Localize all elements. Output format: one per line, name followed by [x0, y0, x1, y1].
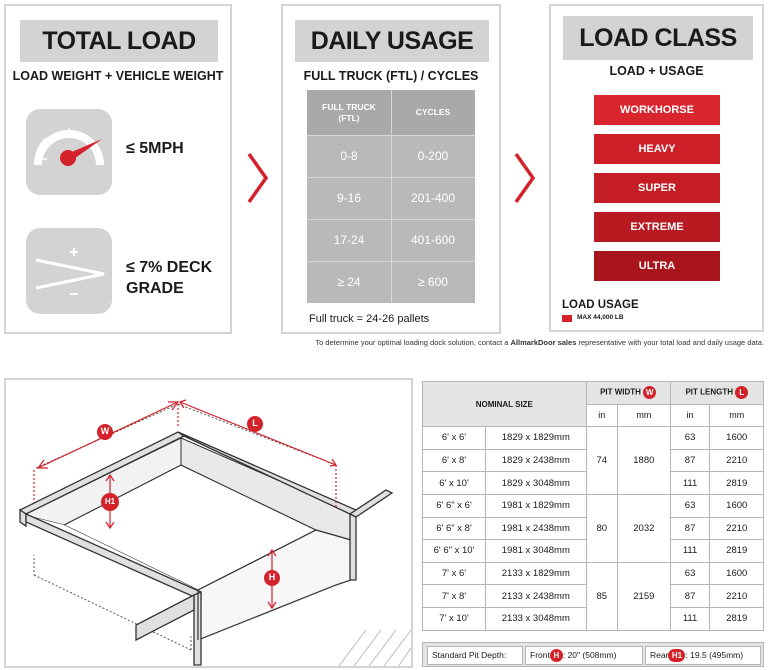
table-row: 6' x 6' 1829 x 1829mm 74 1880 63 1600	[423, 427, 764, 450]
length-badge: L	[735, 386, 748, 399]
width-badge: W	[643, 386, 656, 399]
class-workhorse: WORKHORSE	[594, 95, 720, 125]
class-ultra: ULTRA	[594, 251, 720, 281]
table-row: 6' x 10' 1829 x 3048mm 111 2819	[423, 472, 764, 495]
front-depth: Front H : 20" (508mm)	[525, 646, 643, 665]
table-row: 7' x 10' 2133 x 3048mm 111 2819	[423, 607, 764, 630]
speedometer-icon	[26, 109, 112, 195]
ftl-value: ≥ 24	[337, 275, 361, 289]
table-row: 6' 6" x 10' 1981 x 3048mm 111 2819	[423, 540, 764, 563]
usage-table	[307, 90, 475, 303]
unit-mm: mm	[617, 404, 670, 427]
standard-pit-depth	[422, 642, 764, 667]
load-usage-max: MAX 44,000 LB	[577, 314, 624, 321]
table-row: 6' 6" x 8' 1981 x 2438mm 87 2210	[423, 517, 764, 540]
pit-diagram	[4, 378, 413, 668]
full-truck-note: Full truck = 24-26 pallets	[309, 313, 430, 325]
class-extreme: EXTREME	[594, 212, 720, 242]
ftl-value: 17-24	[333, 233, 365, 247]
width-label: W	[100, 426, 110, 436]
ftl-column-header: FULL TRUCK (FTL)	[307, 90, 391, 135]
ftl-value: 0-8	[340, 149, 358, 163]
chevron-right-icon	[513, 152, 537, 204]
cycles-column-header: CYCLES	[391, 90, 475, 135]
grade-limit	[126, 257, 212, 299]
table-row: 7' x 8' 2133 x 2438mm 87 2210	[423, 585, 764, 608]
rear-depth-label: H1	[104, 497, 116, 506]
front-depth-badge: H	[550, 649, 563, 662]
pit-size-table	[422, 381, 764, 631]
grade-line-1: ≤ 7% DECK	[126, 259, 213, 276]
class-heavy: HEAVY	[594, 134, 720, 164]
unit-mm: mm	[710, 404, 764, 427]
total-load-subtitle: LOAD WEIGHT + VEHICLE WEIGHT	[12, 69, 224, 83]
footnote: To determine your optimal loading dock solution, contact a AllmarkDoor sales representative with your total load and daily usage data.	[315, 338, 764, 347]
class-super: SUPER	[594, 173, 720, 203]
grade-line-2: GRADE	[126, 280, 184, 297]
table-row: 6' 6" x 6' 1981 x 1829mm 80 2032 63 1600	[423, 494, 764, 517]
chevron-right-icon	[246, 152, 270, 204]
load-class-subtitle: LOAD + USAGE	[609, 64, 704, 78]
nominal-size-header: NOMINAL SIZE	[423, 382, 587, 427]
rear-depth-badge: H1	[668, 649, 685, 662]
daily-usage-title: DAILY USAGE	[295, 20, 489, 62]
ftl-value: 9-16	[336, 191, 362, 205]
length-label: L	[252, 418, 258, 428]
speed-limit: ≤ 5MPH	[126, 140, 184, 157]
load-class-panel	[549, 4, 764, 332]
table-row: 7' x 6' 2133 x 1829mm 85 2159 63 1600	[423, 562, 764, 585]
front-depth-label: H	[268, 572, 276, 582]
unit-in: in	[670, 404, 710, 427]
load-class-title: LOAD CLASS	[563, 16, 753, 60]
cycles-value: ≥ 600	[418, 275, 448, 289]
deck-grade-icon	[26, 228, 112, 314]
table-row: 6' x 8' 1829 x 2438mm 87 2210	[423, 449, 764, 472]
load-usage-title: LOAD USAGE	[562, 299, 639, 311]
cycles-value: 401-600	[410, 233, 456, 247]
pit-length-header: PIT LENGTH L	[670, 382, 763, 405]
total-load-title: TOTAL LOAD	[20, 20, 218, 62]
daily-usage-panel	[281, 4, 501, 334]
pit-width-header: PIT WIDTH W	[586, 382, 670, 405]
rear-depth: Rear H1 : 19.5 (495mm)	[645, 646, 761, 665]
unit-in: in	[586, 404, 617, 427]
daily-usage-subtitle: FULL TRUCK (FTL) / CYCLES	[303, 69, 479, 83]
cycles-value: 201-400	[410, 191, 456, 205]
cycles-value: 0-200	[417, 149, 449, 163]
load-usage-swatch	[562, 315, 572, 322]
total-load-panel	[4, 4, 232, 334]
std-depth-label: Standard Pit Depth:	[427, 646, 523, 665]
